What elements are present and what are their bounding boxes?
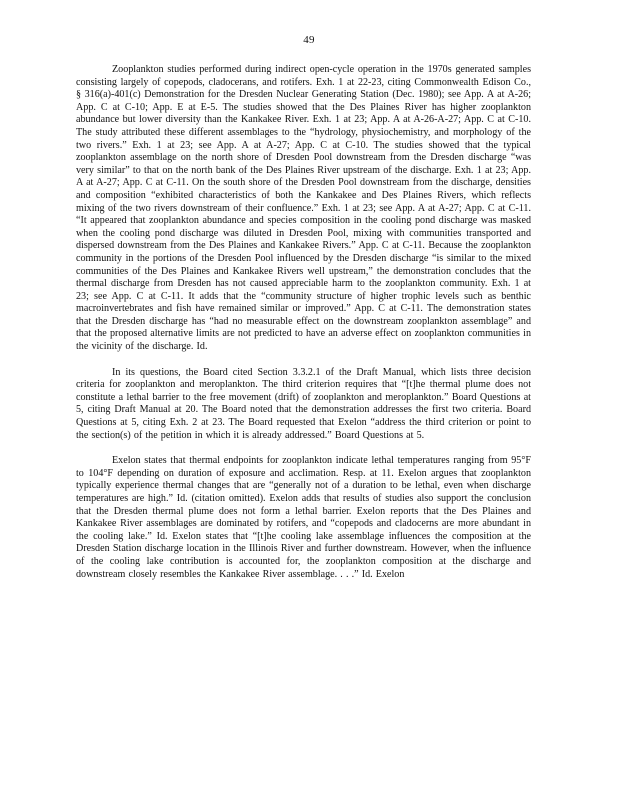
paragraph-zooplankton-studies: Zooplankton studies performed during indirect open-cycle operation in the 1970s generated samples consisting largely of copepods, cladocerans, and rotifers. Exh. 1 at 22-23, citing Commonwealth Edison Co., § 316(a)-401(c) Demonstration for the Dresden Nuclear Generating Station (Dec. 1980); see App. A at A-26; App. C at C-10; App. E at E-5. The studies showed that the Des Plaines River has higher zooplankton abundance but lower diversity than the Kankakee River. Exh. 1 at 23; App. A at A-26-A-27; App. C at C-10. The study attributed these different assemblages to the “hydrology, physiochemistry, and morphology of the two rivers.” Exh. 1 at 23; see App. A at A-27; App. C at C-10. The studies showed that the typical zooplankton assemblage on the north shore of Dresden Pool downstream from the Dresden discharge “was very similar” to that on the north bank of the Des Plaines River upstream of the discharge. Exh. 1 at 23; App. A at A-27; App. C at C-11. On the south shore of the Dresden Pool downstream from the discharge, densities and composition “exhibited characteristics of both the Kankakee and Des Plaines Rivers, which reflects mixing of the two rivers downstream of their confluence.” Exh. 1 at 23; see App. A at A-27; App. C at C-11. “It appeared that zooplankton abundance and species composition in the cooling pond discharge was masked when the cooling pond discharge was diluted in Dresden Pool, mixing with communities transported and dispersed downstream from the Des Plaines and Kankakee Rivers.” App. C at C-11. Because the zooplankton community in the portions of the Dresden Pool influenced by the Dresden discharge “is similar to the mixed communities of the Des Plaines and Kankakee Rivers well upstream,” the demonstration concludes that the thermal discharge from Dresden has not caused appreciable harm to the zooplankton community. Exh. 1 at 23; see App. C at C-11. It adds that the “community structure of higher trophic levels such as benthic macroinvertebrates and fish have remained similar or improved.” App. C at C-11. The demonstration states that the Dresden discharge has “had no measurable effect on the downstream zooplankton assemblage” and that the proposed alternative limits are not predicted to have an adverse effect on zooplankton communities in the vicinity of the discharge. Id. — [76, 64, 531, 353]
paragraph-board-questions: In its questions, the Board cited Section 3.3.2.1 of the Draft Manual, which lists three decision criteria for zooplankton and meroplankton. The third criterion requires that “[t]he thermal plume does not constitute a lethal barrier to the free movement (drift) of zooplankton and meroplankton.” Board Questions at 5, citing Draft Manual at 20. The Board noted that the demonstration addresses the first two criteria. Board Questions at 5, citing Exh. 2 at 23. The Board requested that Exelon “address the third criterion or point to the section(s) of the petition in which it is already addressed.” Board Questions at 5. — [76, 366, 531, 441]
page-number: 49 — [303, 34, 315, 46]
paragraph-exelon-response: Exelon states that thermal endpoints for zooplankton indicate lethal temperatures ranging from 95°F to 104°F depending on duration of exposure and acclimation. Resp. at 11. Exelon argues that zooplankton typically experience thermal changes that are “generally not of a duration to be lethal, even when discharge temperatures are high.” Id. (citation omitted). Exelon adds that results of studies also support the conclusion that the Dresden thermal plume does not form a lethal barrier. Exelon reports that the Des Plaines and Kankakee River assemblages are dominated by rotifers, and “copepods and cladocerns are more abundant in the cooling lake.” Id. Exelon states that “[t]he cooling lake assemblage influences the composition at the Dresden Station discharge location in the Illinois River and further downstream. However, when the influence of the cooling lake contribution is accounted for, the zooplankton composition at the discharge and downstream closely resembles the Kankakee River assemblage. . . .” Id. Exelon — [76, 455, 531, 580]
body-text — [76, 64, 531, 581]
